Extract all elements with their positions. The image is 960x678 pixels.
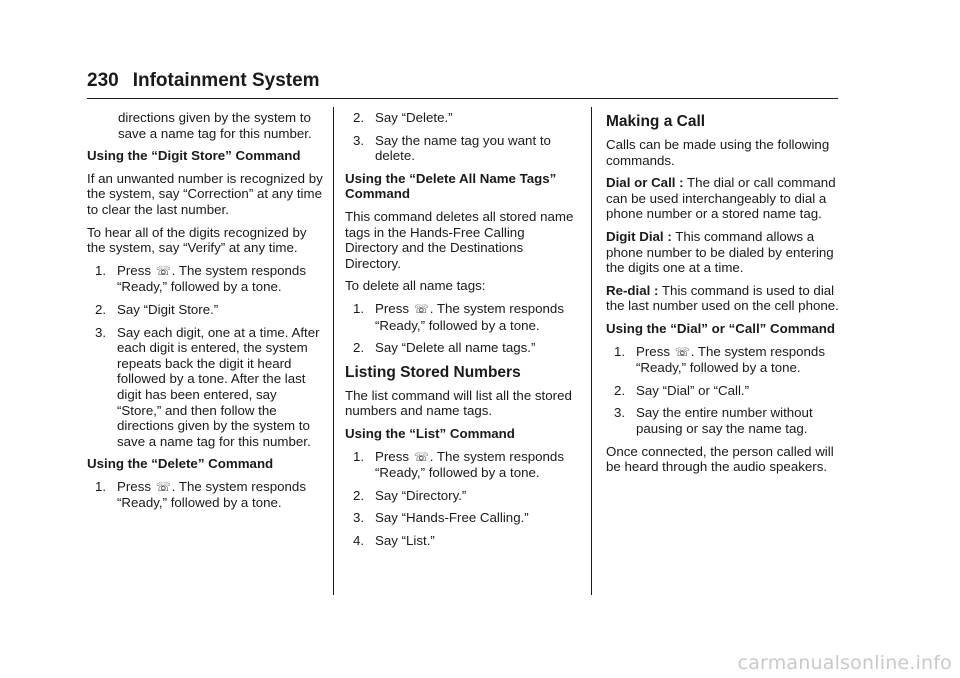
delete-all-steps [345,301,581,356]
list-heading: Using the “List” Command [345,425,515,441]
paragraph: Calls can be made using the following commands. [606,137,830,168]
paragraph: To hear all of the digits recognized by the system, say “Verify” at any time. [87,224,307,256]
digit-store-steps [87,263,323,450]
list-steps [345,449,581,549]
page-number: 230 [87,70,119,91]
watermark: carmanualsonline.info [737,652,952,674]
phone-icon: ☏ [413,449,429,464]
delete-all-heading: Using the “Delete All Name Tags” Command [345,170,557,202]
list-item: 2. Say “Digit Store.” [95,301,219,317]
delete-steps-continued [345,110,581,164]
term: Dial or Call : [606,175,684,191]
paragraph: If an unwanted number is recognized by the system, say “Correction” at any time to clear the last number. [87,170,323,217]
list-item: 1. Press ☏. The system responds “Ready,” followed by a tone. [95,478,306,511]
definition: Re-dial : This command is used to dial the last number used on the cell phone. [606,282,839,314]
paragraph: The list command will list all the stored numbers and name tags. [345,387,572,419]
listing-stored-numbers-title: Listing Stored Numbers [345,363,521,381]
column-divider [591,107,592,595]
list-item: 2. Say “Delete.” [353,110,453,125]
list-item: 2. Say “Dial” or “Call.” [614,382,750,398]
list-item: 3. Say the entire number without pausing or say the name tag. [614,405,813,436]
list-item: 1. Press ☏. The system responds “Ready,” followed by a tone. [614,343,825,376]
list-item: 4. Say “List.” [353,532,435,548]
page-header [87,70,320,92]
column-1 [87,110,323,518]
list-item: 1. Press ☏. The system responds “Ready,” followed by a tone. [353,300,564,333]
phone-icon: ☏ [674,344,690,359]
dial-call-heading: Using the “Dial” or “Call” Command [606,320,836,336]
continued-text: directions given by the system to save a name tag for this number. [118,110,312,141]
list-item: 3. Say the name tag you want to delete. [353,132,551,164]
section-title: Infotainment System [132,70,320,91]
delete-heading: Using the “Delete” Command [87,456,274,472]
list-item: 2. Say “Directory.” [353,487,467,503]
delete-steps [87,479,323,511]
column-3 [606,110,842,482]
list-item: 3. Say “Hands-Free Calling.” [353,510,529,526]
list-item: 1. Press ☏. The system responds “Ready,” followed by a tone. [95,262,306,295]
column-2 [345,110,581,555]
dial-call-steps [606,344,842,437]
list-item: 1. Press ☏. The system responds “Ready,” followed by a tone. [353,448,564,481]
header-rule [87,98,838,99]
term: Digit Dial : [606,228,672,244]
phone-icon: ☏ [155,263,171,278]
list-item: 2. Say “Delete all name tags.” [353,340,536,356]
paragraph: This command deletes all stored name tags in the Hands-Free Calling Directory and the Destinations Directory. [345,208,574,271]
phone-icon: ☏ [413,301,429,316]
list-item: 3. Say each digit, one at a time. After each digit is entered, the system repeats back the digit it heard followed by a tone. After the last digit has been entered, say “Store,” and then follow the directions given by the system to save a name tag for this number. [95,324,320,449]
column-divider [333,107,334,595]
phone-icon: ☏ [155,479,171,494]
paragraph: Once connected, the person called will be heard through the audio speakers. [606,443,834,475]
digit-store-heading: Using the “Digit Store” Command [87,148,301,164]
definition: Dial or Call : The dial or call command can be used interchangeably to dial a phone number or a stored name tag. [606,175,836,222]
term: Re-dial : [606,282,659,298]
paragraph: To delete all name tags: [345,278,486,294]
definition: Digit Dial : This command allows a phone number to be dialed by entering the digits one at a time. [606,228,834,276]
making-a-call-title: Making a Call [606,113,706,130]
